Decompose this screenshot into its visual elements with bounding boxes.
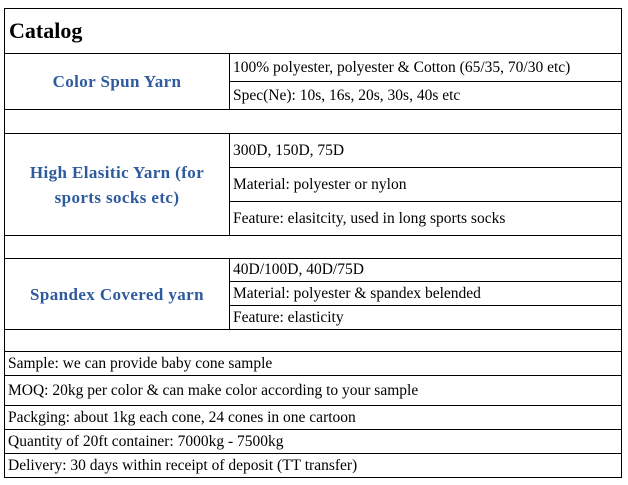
- spec-row: 40D/100D, 40D/75D: [233, 261, 364, 278]
- spec-row: Feature: elasitcity, used in long sports socks: [233, 209, 506, 227]
- spec-row: Feature: elasticity: [233, 308, 344, 326]
- spec-row: Material: polyester & spandex belended: [233, 284, 481, 302]
- divider: [5, 109, 621, 110]
- spec-row: Spec(Ne): 10s, 16s, 20s, 30s, 40s etc: [233, 86, 461, 104]
- note-sample: Sample: we can provide baby cone sample: [8, 354, 273, 372]
- spec-row: 300D, 150D, 75D: [233, 141, 345, 159]
- note-moq: MOQ: 20kg per color & can make color according to your sample: [8, 381, 419, 399]
- spec-row: 100% polyester, polyester & Cotton (65/35, 70/30 etc): [233, 58, 571, 76]
- note-delivery: Delivery: 30 days within receipt of deposit (TT transfer): [8, 456, 358, 474]
- note-packaging: Packging: about 1kg each cone, 24 cones in one cartoon: [8, 408, 356, 426]
- divider: [5, 329, 621, 330]
- category-spandex-covered-yarn: Spandex Covered yarn: [30, 284, 204, 304]
- category-high-elastic-yarn: High Elasitic Yarn (for sports socks etc): [29, 162, 205, 207]
- note-container-quantity: Quantity of 20ft container: 7000kg - 7500kg: [8, 432, 284, 450]
- catalog-table: [4, 8, 622, 478]
- divider: [5, 235, 621, 236]
- spec-row: Material: polyester or nylon: [233, 175, 407, 193]
- category-color-spun-yarn: Color Spun Yarn: [52, 72, 182, 91]
- catalog-title: Catalog: [9, 18, 83, 43]
